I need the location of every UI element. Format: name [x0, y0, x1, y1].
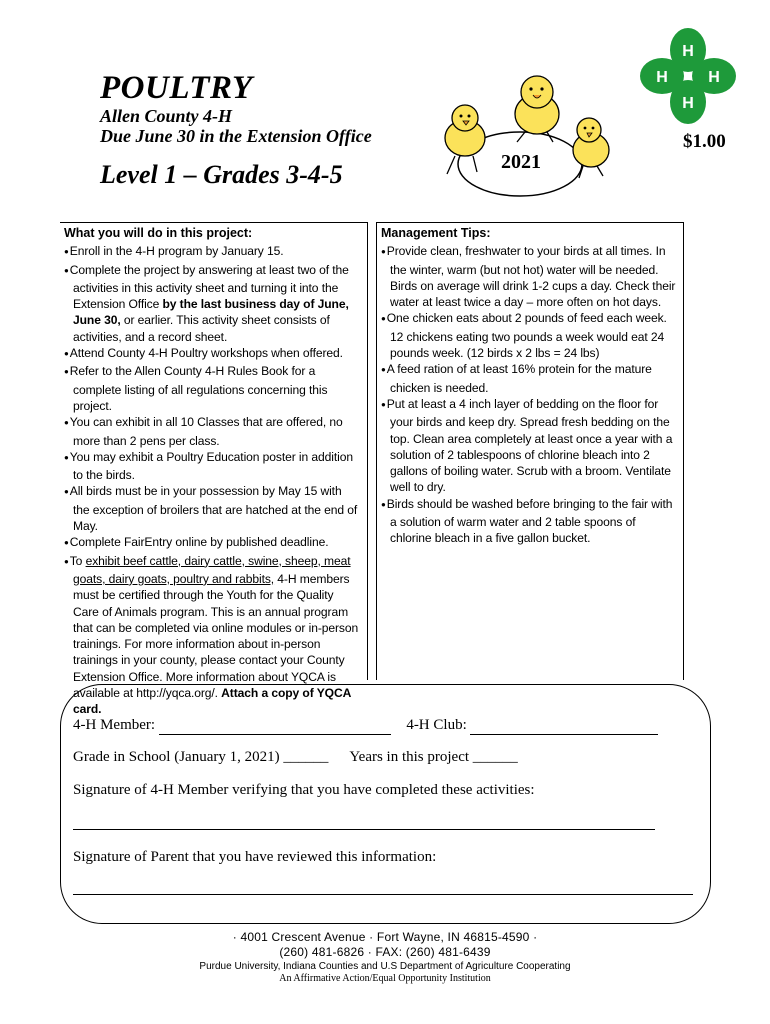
grade-label[interactable]: Grade in School (January 1, 2021) ______ — [73, 749, 329, 765]
price-label: $1.00 — [683, 131, 726, 152]
list-item: ● Provide clean, freshwater to your birds at all times. In the winter, warm (but not hot) water will be needed. Birds on average will drink 1-2 cups a day. Check their water at least twice a day – more often on hot days. — [381, 243, 679, 310]
years-label[interactable]: Years in this project ______ — [349, 749, 518, 765]
member-signature-line[interactable] — [73, 816, 655, 830]
list-item: ● To exhibit beef cattle, dairy cattle, swine, sheep, meat goats, dairy goats, poultry and rabbits, 4-H members must be certified through the Youth for the Quality Care of Animals program. This is an annual program that can be completed via online modules or in-person trainings. For more information about in-person trainings in your county, please contact your County Extension Office. More information about YQCA is available at http://yqca.org/. Attach a copy of YQCA card. — [64, 553, 361, 718]
list-item: ● Attend County 4-H Poultry workshops when offered. — [64, 345, 361, 363]
signature-form — [60, 684, 711, 924]
list-item: ● A feed ration of at least 16% protein for the mature chicken is needed. — [381, 361, 679, 396]
footer-cooperating: Purdue University, Indiana Counties and U.S Department of Agriculture Cooperating — [199, 961, 571, 972]
list-item: ● You may exhibit a Poultry Education poster in addition to the birds. — [64, 449, 361, 484]
project-activities-column — [60, 222, 368, 717]
footer — [0, 930, 770, 985]
tips-heading: Management Tips: — [381, 226, 491, 240]
page-title: POULTRY — [100, 70, 253, 106]
footer-phone: (260) 481-6826 · FAX: (260) 481-6439 — [279, 945, 491, 959]
4h-clover-logo — [638, 26, 738, 126]
project-heading: What you will do in this project: — [64, 226, 253, 240]
footer-address: · 4001 Crescent Avenue · Fort Wayne, IN 46815-4590 · — [232, 930, 538, 944]
svg-text:H: H — [708, 69, 720, 86]
svg-text:H: H — [682, 43, 694, 60]
member-name-field[interactable] — [159, 717, 391, 735]
list-item: ● One chicken eats about 2 pounds of feed each week. 12 chickens eating two pounds a week would eat 24 pounds week. (12 birds x 2 lbs = 24 lbs) — [381, 310, 679, 361]
member-label: 4-H Member: — [73, 717, 156, 733]
list-item: ● You can exhibit in all 10 Classes that are offered, no more than 2 pens per class. — [64, 414, 361, 449]
list-item: ● Put at least a 4 inch layer of bedding on the floor for your birds and keep dry. Spread fresh bedding on the top. Clean area completely at least once a year with a solution of 2 tablespoons of chlorine bleach into 2 gallons of boiling water. Scrub with a broom. Ventilate well to dry. — [381, 396, 679, 496]
county-subtitle: Allen County 4-H — [100, 106, 233, 126]
chicks-illustration — [425, 70, 615, 200]
footer-equal-opportunity: An Affirmative Action/Equal Opportunity Institution — [279, 973, 491, 984]
list-item: ● Enroll in the 4-H program by January 15. — [64, 243, 361, 261]
grade-years-row — [73, 749, 518, 766]
level-heading: Level 1 – Grades 3-4-5 — [100, 160, 343, 189]
due-date-subtitle: Due June 30 in the Extension Office — [100, 126, 372, 146]
member-signature-label: Signature of 4-H Member verifying that you have completed these activities: — [73, 782, 535, 798]
club-name-field[interactable] — [470, 717, 658, 735]
list-item: ● Birds should be washed before bringing to the fair with a solution of warm water and 2 table spoons of chlorine bleach in a five gallon bucket. — [381, 496, 679, 547]
project-list — [64, 243, 361, 717]
list-item: ● Complete FairEntry online by published deadline. — [64, 534, 361, 552]
parent-signature-label: Signature of Parent that you have reviewed this information: — [73, 849, 437, 865]
svg-text:H: H — [656, 69, 668, 86]
management-tips-column — [376, 222, 684, 680]
tips-list — [381, 243, 679, 546]
member-club-row — [73, 717, 658, 735]
svg-text:H: H — [682, 95, 694, 112]
list-item: ● Refer to the Allen County 4-H Rules Book for a complete listing of all regulations concerning this project. — [64, 363, 361, 414]
year-label: 2021 — [501, 151, 541, 173]
list-item: ● All birds must be in your possession by May 15 with the exception of broilers that are hatched at the end of May. — [64, 483, 361, 534]
list-item: ● Complete the project by answering at least two of the activities in this activity sheet and turning it into the Extension Office by the last business day of June, June 30, or earlier. This activity sheet consists of activities, and a record sheet. — [64, 262, 361, 345]
parent-signature-line[interactable] — [73, 881, 693, 895]
club-label: 4-H Club: — [406, 717, 467, 733]
